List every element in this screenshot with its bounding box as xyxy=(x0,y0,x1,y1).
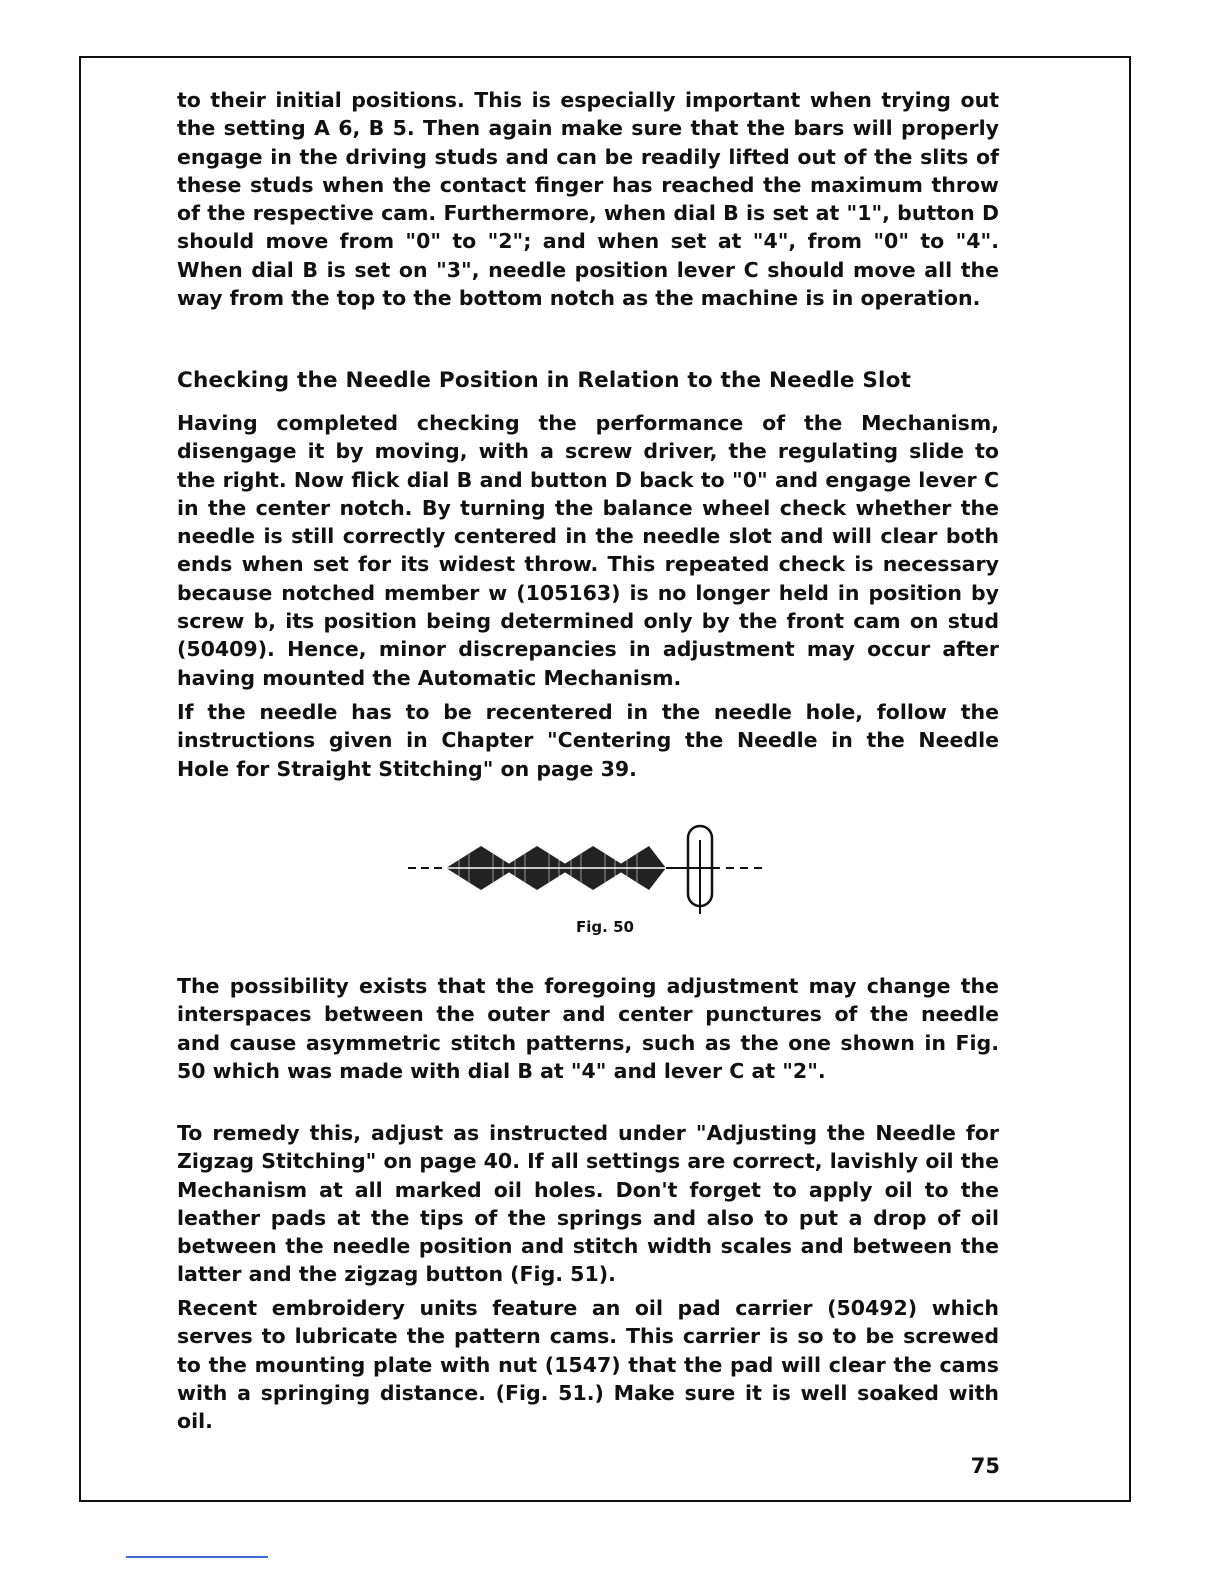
paragraph-recenter: If the needle has to be recentered in the needle hole, follow the instructions given in Chapter "Centering the Needle in the Needle Hole for Straight Stitching" on page 39. xyxy=(177,700,999,781)
figure-caption: Fig. 50 xyxy=(576,918,634,936)
paragraph-possibility: The possibility exists that the foregoing adjustment may change the interspaces between the outer and center punctures of the needle and cause asymmetric stitch patterns, such as the one shown in Fig. 50 which was made with dial B at "4" and lever C at "2". xyxy=(177,974,999,1083)
section-heading: Checking the Needle Position in Relation to the Needle Slot xyxy=(177,368,912,393)
page-number: 75 xyxy=(970,1454,1000,1478)
paragraph-remedy: To remedy this, adjust as instructed under "Adjusting the Needle for Zigzag Stitching" on page 40. If all settings are correct, lavishly oil the Mechanism at all marked oil holes. Don't forget to apply oil to the leather pads at the tips of the springs and also to put a drop of oil between the needle position and stitch width scales and between the latter and the zigzag button (Fig. 51). xyxy=(177,1121,999,1287)
paragraph-checking: Having completed checking the performance of the Mechanism, disengage it by moving, with a screw driver, the regulating slide to the right. Now flick dial B and button D back to "0" and engage lever C in the center notch. By turning the balance wheel check whether the needle is still correctly centered in the needle slot and will clear both ends when set for its widest throw. This repeated check is necessary because notched member w (105163) is no longer held in position by screw b, its position being determined only by the front cam on stud (50409). Hence, minor discrepancies in adjustment may occur after having mounted the Automatic Mechanism. xyxy=(177,411,999,690)
stitch-pattern-figure xyxy=(404,820,774,916)
paragraph-intro: to their initial positions. This is especially important when trying out the setting A 6, B 5. Then again make sure that the bars will properly engage in the driving studs and can be readily lifted out of the slits of these studs when the contact finger has reached the maximum throw of the respective cam. Furthermore, when dial B is set at "1", button D should move from "0" to "2"; and when set at "4", from "0" to "4". When dial B is set on "3", needle position lever C should move all the way from the top to the bottom notch as the machine is in operation. xyxy=(177,88,999,311)
paragraph-oil-pad: Recent embroidery units feature an oil pad carrier (50492) which serves to lubricate the pattern cams. This carrier is so to be screwed to the mounting plate with nut (1547) that the pad will clear the cams with a springing distance. (Fig. 51.) Make sure it is well soaked with oil. xyxy=(177,1296,999,1434)
link-underline xyxy=(126,1556,268,1558)
